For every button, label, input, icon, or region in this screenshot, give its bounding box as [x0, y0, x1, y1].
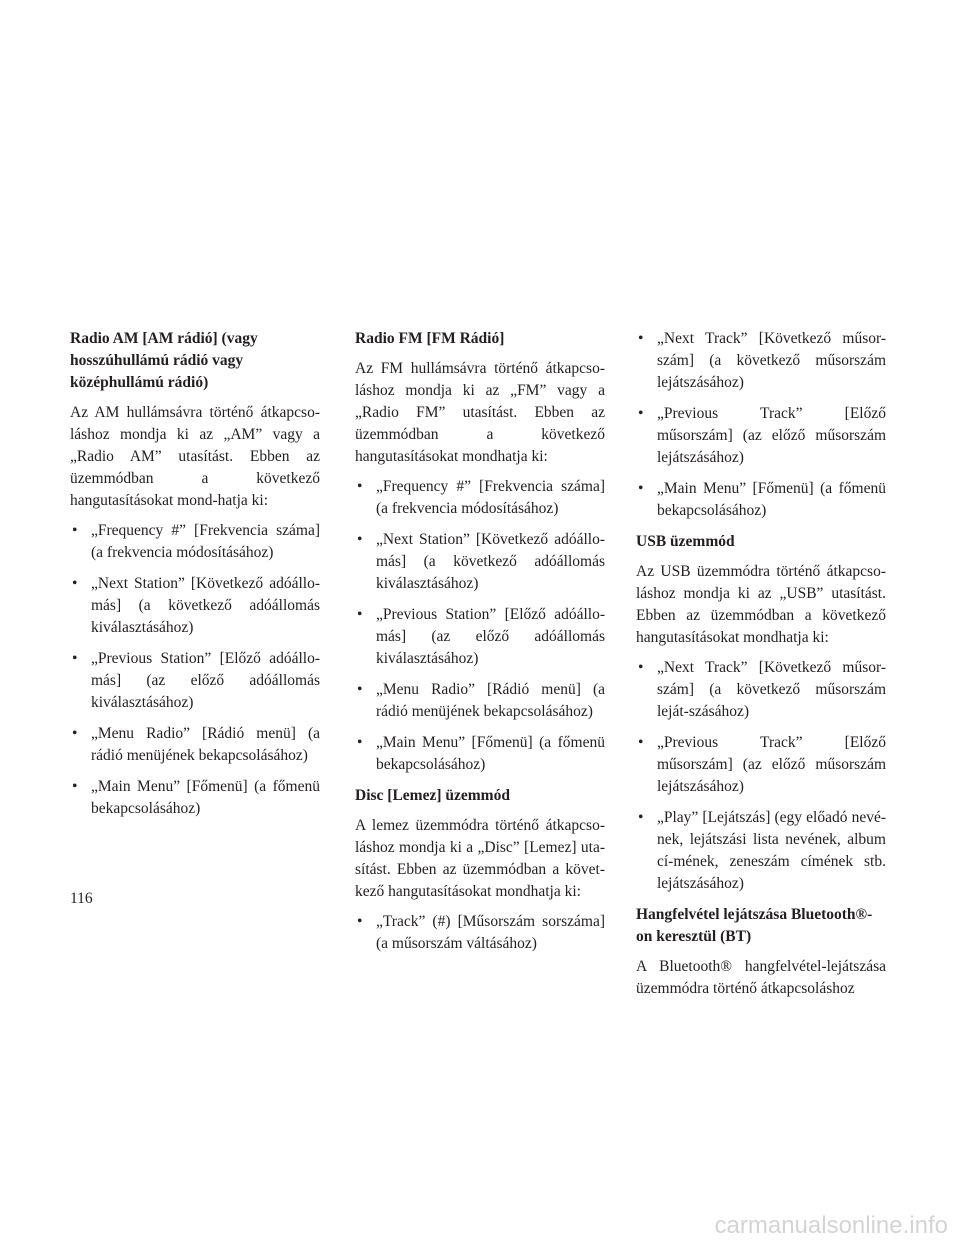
- list-item: • „Previous Station” [Előző adóállo-más] (az előző adóállomás kiválasztásához): [70, 648, 320, 714]
- list-item: • „Menu Radio” [Rádió menü] (a rádió menüjének bekapcsolásához): [70, 723, 320, 767]
- list-item: • „Menu Radio” [Rádió menü] (a rádió menüjének bekapcsolásához): [355, 679, 605, 723]
- disc-mode-heading: Disc [Lemez] üzemmód: [355, 787, 510, 804]
- list-item: • „Previous Track” [Előző műsorszám] (az előző műsorszám lejátszásához): [636, 403, 886, 469]
- list-item: • „Play” [Lejátszás] (egy előadó nevé-nek, lejátszási lista nevének, album cí-mének, zeneszám címének stb. lejátszásához): [636, 807, 886, 895]
- list-item: • „Next Track” [Következő műsor-szám] (a következő műsorszám lejátszásához): [636, 328, 886, 394]
- watermark: carmanualsonline.info: [714, 1212, 948, 1239]
- am-radio-paragraph: Az AM hullámsávra történő átkapcso-láshoz mondja ki az „AM” vagy a „Radio AM” utasítást. Ebben az üzemmódban a következő hangutasításokat mond-hatja ki:: [70, 404, 320, 509]
- list-item: • „Next Station” [Következő adóállo-más] (a következő adóállomás kiválasztásához): [70, 573, 320, 639]
- page-number: 116: [70, 890, 93, 907]
- column-3: [636, 328, 886, 1008]
- fm-command-list: [355, 476, 605, 776]
- list-item: • „Main Menu” [Főmenü] (a főmenü bekapcsolásához): [70, 776, 320, 820]
- bluetooth-paragraph: A Bluetooth® hangfelvétel-lejátszása üzemmódra történő átkapcsoláshoz: [636, 958, 886, 997]
- list-item: • „Frequency #” [Frekvencia száma] (a frekvencia módosításához): [355, 476, 605, 520]
- usb-mode-paragraph: Az USB üzemmódra történő átkapcso-láshoz mondja ki az „USB” utasítást. Ebben az üzemmódban a következő hangutasításokat mondhatja ki:: [636, 563, 886, 646]
- list-item: • „Frequency #” [Frekvencia száma] (a frekvencia módosításához): [70, 520, 320, 564]
- am-command-list: [70, 520, 320, 820]
- bluetooth-heading: Hangfelvétel lejátszása Bluetooth®-on keresztül (BT): [636, 906, 873, 945]
- am-radio-heading: Radio AM [AM rádió] (vagy hosszúhullámú rádió vagy középhullámú rádió): [70, 330, 258, 391]
- usb-command-list: [636, 657, 886, 895]
- column-2: [355, 328, 605, 964]
- fm-radio-paragraph: Az FM hullámsávra történő átkapcso-láshoz mondja ki az „FM” vagy a „Radio FM” utasítást. Ebben az üzemmódban a következő hangutasításokat mondhatja ki:: [355, 360, 605, 465]
- disc-command-list: [355, 911, 605, 955]
- list-item: • „Previous Station” [Előző adóállo-más] (az előző adóállomás kiválasztásához): [355, 604, 605, 670]
- list-item: • „Next Track” [Következő műsor-szám] (a következő műsorszám leját-szásához): [636, 657, 886, 723]
- disc-command-list-continued: [636, 328, 886, 522]
- column-1: [70, 328, 320, 829]
- list-item: • „Track” (#) [Műsorszám sorszáma] (a műsorszám váltásához): [355, 911, 605, 955]
- disc-mode-paragraph: A lemez üzemmódra történő átkapcso-láshoz mondja ki a „Disc” [Lemez] uta-sítást. Ebben az üzemmódban a követ-kező hangutasításokat mondhatja ki:: [355, 817, 605, 900]
- fm-radio-heading: Radio FM [FM Rádió]: [355, 330, 505, 347]
- usb-mode-heading: USB üzemmód: [636, 533, 735, 550]
- list-item: • „Main Menu” [Főmenü] (a főmenü bekapcsolásához): [636, 478, 886, 522]
- list-item: • „Main Menu” [Főmenü] (a főmenü bekapcsolásához): [355, 732, 605, 776]
- list-item: • „Next Station” [Következő adóállo-más] (a következő adóállomás kiválasztásához): [355, 529, 605, 595]
- list-item: • „Previous Track” [Előző műsorszám] (az előző műsorszám lejátszásához): [636, 732, 886, 798]
